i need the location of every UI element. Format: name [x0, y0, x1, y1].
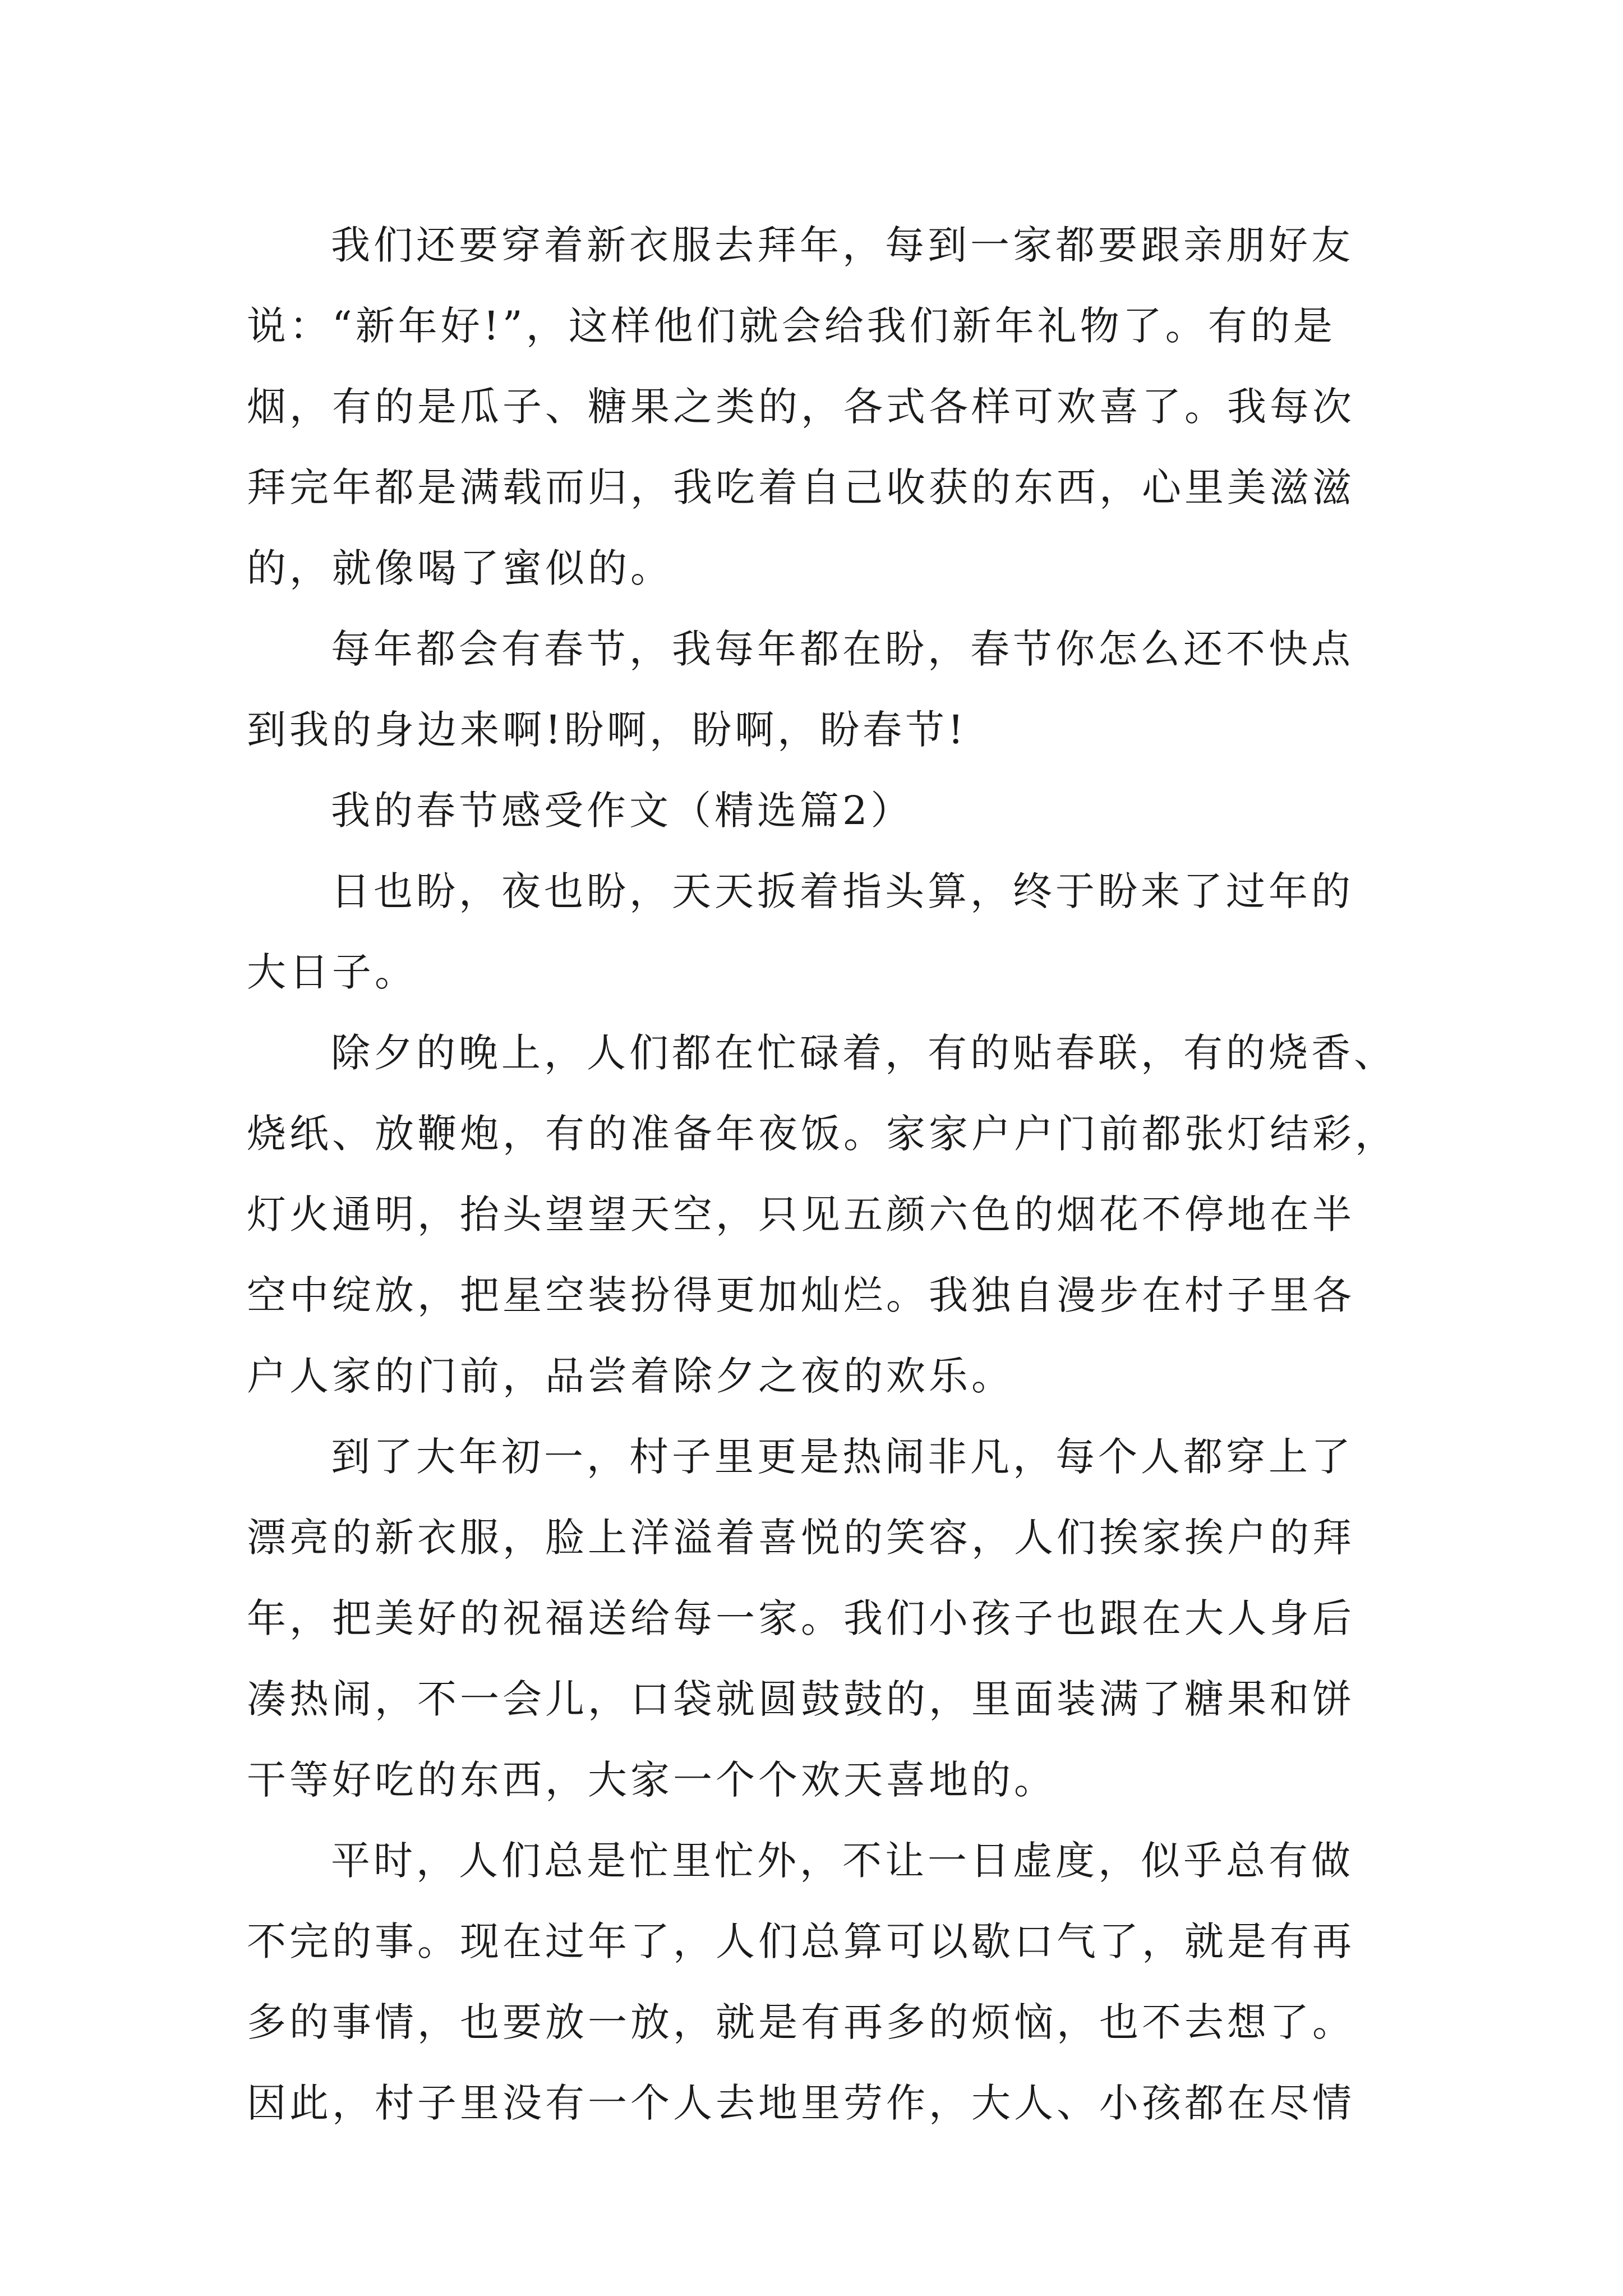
- text-line: 灯火通明，抬头望望天空，只见五颜六色的烟花不停地在半: [247, 1191, 1355, 1237]
- text-line: 不完的事。现在过年了，人们总算可以歇口气了，就是有再: [247, 1918, 1355, 1964]
- text-line: 拜完年都是满载而归，我吃着自己收获的东西，心里美滋滋: [247, 464, 1355, 510]
- text-line: 到我的身边来啊!盼啊，盼啊，盼春节!: [247, 707, 967, 753]
- text-line: 空中绽放，把星空装扮得更加灿烂。我独自漫步在村子里各: [247, 1272, 1355, 1318]
- section-heading: 我的春节感受作文（精选篇2）: [331, 788, 914, 834]
- text-line: 大日子。: [247, 949, 417, 995]
- text-line: 到了大年初一，村子里更是热闹非凡，每个人都穿上了: [331, 1434, 1354, 1480]
- text-line: 说：“新年好!”，这样他们就会给我们新年礼物了。有的是: [247, 303, 1336, 349]
- text-line: 平时，人们总是忙里忙外，不让一日虚度，似乎总有做: [331, 1838, 1354, 1884]
- text-line: 干等好吃的东西，大家一个个欢天喜地的。: [247, 1757, 1057, 1803]
- text-line: 年，把美好的祝福送给每一家。我们小孩子也跟在大人身后: [247, 1595, 1355, 1641]
- document-body: [247, 205, 1398, 2143]
- text-line: 多的事情，也要放一放，就是有再多的烦恼，也不去想了。: [247, 1999, 1355, 2045]
- text-line: 漂亮的新衣服，脸上洋溢着喜悦的笑容，人们挨家挨户的拜: [247, 1515, 1355, 1561]
- text-line: 除夕的晚上，人们都在忙碌着，有的贴春联，有的烧香、: [331, 1030, 1396, 1076]
- text-line: 烧纸、放鞭炮，有的准备年夜饭。家家户户门前都张灯结彩，: [247, 1111, 1398, 1157]
- text-line: 的，就像喝了蜜似的。: [247, 545, 673, 591]
- text-line: 户人家的门前，品尝着除夕之夜的欢乐。: [247, 1353, 1014, 1399]
- text-line: 因此，村子里没有一个人去地里劳作，大人、小孩都在尽情: [247, 2080, 1355, 2126]
- text-line: 我们还要穿着新衣服去拜年，每到一家都要跟亲朋好友: [331, 222, 1354, 268]
- text-line: 烟，有的是瓜子、糖果之类的，各式各样可欢喜了。我每次: [247, 384, 1355, 430]
- text-line: 每年都会有春节，我每年都在盼，春节你怎么还不快点: [331, 626, 1354, 672]
- text-line: 日也盼，夜也盼，天天扳着指头算，终于盼来了过年的: [331, 868, 1354, 914]
- text-line: 凑热闹，不一会儿，口袋就圆鼓鼓的，里面装满了糖果和饼: [247, 1676, 1355, 1722]
